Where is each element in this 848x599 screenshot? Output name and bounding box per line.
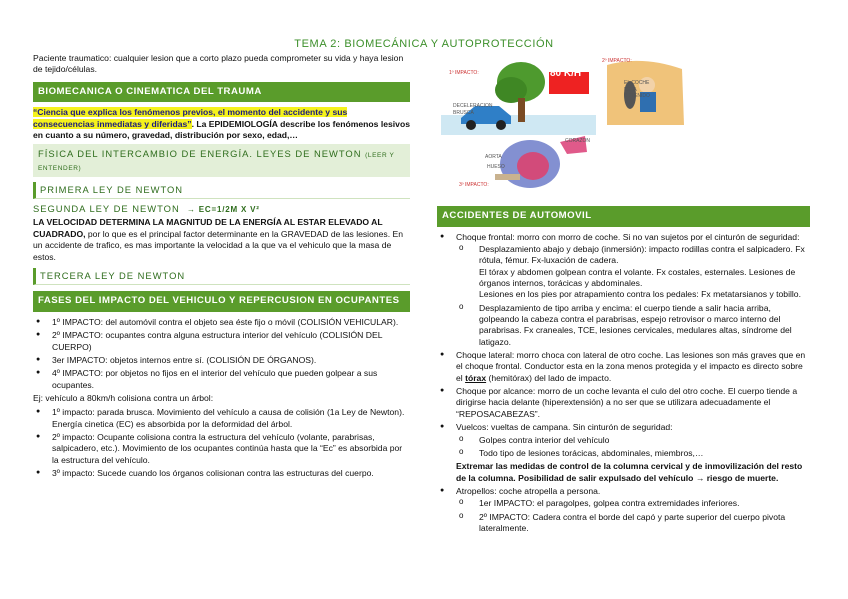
label-hueso: HUESO [487,164,505,170]
vuelcos-extra: Extremar las medidas de control de la columna cervical y de inmovilización del resto de la columna. Posibilidad de salir expulsado del vehículo → riesgo de muerte. [456,461,803,483]
frontal-sublist [437,244,810,348]
impact-illustrations [437,50,837,195]
frontal-sub1b: El tórax y abdomen golpean contra el volante. Fx costales, esternales. Lesiones de órganos internos, torácicas y abdominales. [479,266,796,289]
choque-frontal-text: Choque frontal: morro con morro de coche. Si no van sujetos por el cinturón de seguridad: [456,231,800,242]
list-item-choque-frontal [437,232,810,348]
section-accidentes: ACCIDENTES DE AUTOMOVIL [437,206,810,227]
definition-highlight: “Ciencia que explica los fenómenos previos, el momento del accidente y sus consecuencias inmediatas y diferidas” [33,107,348,129]
label-coche-detenido: EL COCHE ESTA DETENIDO [624,80,650,100]
list-item: ● 4º IMPACTO: por objetos no fijos en el interior del vehículo que pueden golpear a sus ocupantes. [33,368,410,391]
section-tercera-ley: TERCERA LEY DE NEWTON [33,268,410,285]
section-fisica-title: FÍSICA DEL INTERCAMBIO DE ENERGÍA. LEYES DE NEWTON [38,148,362,160]
segunda-ley-heading [33,203,410,216]
sub-item: o 2º IMPACTO: Cadera contra el borde del capó y parte superior del cuerpo pivota lateralmente. [437,512,810,535]
lateral-text-b: (hemitórax) del lado de impacto. [486,372,612,383]
label-impacto3: 3º IMPACTO: [459,182,489,188]
segunda-ley-bold: LA VELOCIDAD DETERMINA LA MAGNITUD DE LA ENERGÍA AL ESTAR ELEVADO AL CUADRADO, [33,217,383,239]
section-primera-ley: PRIMERA LEY DE NEWTON [33,182,410,199]
list-item: ● 2º impacto: Ocupante colisiona contra la estructura del vehículo (volante, parabrisas, salpicadero, etc.). Movimiento de los ocupantes continúa hasta que la “Ec” es absorbida por la estructura del vehículo. [33,432,410,466]
label-impacto1: 1º IMPACTO: [449,70,479,76]
vuelcos-text: Vuelcos: vueltas de campana. Sin cinturón de seguridad: [456,422,673,433]
vuelcos-sublist [437,435,810,460]
list-item-vuelcos [437,422,810,484]
segunda-ley-formula: → EC=1/2M X V² [186,204,260,214]
label-speed: 80 K/H [550,68,582,79]
lateral-torax: tórax [465,372,487,383]
list-item: ● 1º IMPACTO: del automóvil contra el objeto sea éste fijo o móvil (COLISIÓN VEHICULAR). [33,317,410,328]
section-fisica [33,144,410,176]
ejemplo-list [33,407,410,479]
atropellos-text: Atropellos: coche atropella a persona. [456,485,601,496]
label-corazon: CORAZON [565,138,590,144]
right-column [437,200,810,536]
label-aorta: AORTA [485,154,502,160]
list-item: ● 2º IMPACTO: ocupantes contra alguna estructura interior del vehículo (COLISIÓN DEL CUERPO) [33,330,410,353]
section-fisica-note: (LEER Y ENTENDER) [38,152,395,172]
segunda-ley-title: SEGUNDA LEY DE NEWTON [33,202,180,214]
left-column [33,53,410,481]
page-title: TEMA 2: BIOMECÁNICA Y AUTOPROTECCIÓN [294,38,554,50]
list-item: ● 1º impacto: parada brusca. Movimiento del vehículo a causa de colisión (1a Ley de Newton). Energía cinetica (EC) es absorbida por la deformidad del árbol. [33,407,410,430]
biomecanica-text [33,107,410,141]
ejemplo-intro: Ej: vehículo a 80km/h colisiona contra un árbol: [33,392,214,403]
segunda-ley-text [33,217,410,262]
atropellos-sublist [437,498,810,534]
list-item-choque-lateral [437,350,810,384]
sub-item: o Golpes contra interior del vehículo [437,435,810,446]
accidentes-list [437,232,810,535]
list-item: ● 3er IMPACTO: objetos internos entre sí. (COLISIÓN DE ÓRGANOS). [33,355,410,366]
frontal-sub1c: Lesiones en los pies por atrapamiento contra los pedales: Fx metatarsianos y tobillo. [479,289,801,300]
sub-item: o 1er IMPACTO: el paragolpes, golpea contra extremidades inferiores. [437,498,810,509]
list-item-alcance: ● Choque por alcance: morro de un coche levanta el culo del otro coche. El cuerpo tiende a dirigirse hacia delante (hiperextensión) a no ser que se utilizara adecuadamente el “REPOSACABEZAS”. [437,386,810,420]
label-impacto2: 2º IMPACTO: [602,58,632,64]
section-biomecanica: BIOMECANICA O CINEMATICA DEL TRAUMA [33,82,410,103]
segunda-ley-rest: por lo que es el principal factor determinante en la GRAVEDAD de las lesiones. En un accidente de trafico, es mas importante la velocidad a la que va el vehiculo que la masa de estos. [33,228,404,262]
list-item-atropellos [437,486,810,534]
sub-item: o Desplazamiento de tipo arriba y encima: el cuerpo tiende a salir hacia arriba, golpeando la cabeza contra el parabrisas, espejo retrovisor o marco interno del parabrisas. Fx craneales, TCE, lesiones cervicales, medulares altas, síndrome del latigazo. [437,303,810,348]
fases-list [33,317,410,391]
lateral-text-a: Choque lateral: morro choca con lateral de otro coche. Las lesiones son más graves que en el choque frontal. Conductor esta en la zona menos protegida y el impacto es directo sobre el [456,350,806,383]
list-item: ● 3º impacto: Sucede cuando los órganos colisionan contra las estructuras del cuerpo. [33,468,410,479]
sub-item [437,244,810,301]
intro-text: Paciente traumatico: cualquier lesion que a corto plazo pueda comprometer su vida y haya lesion de tejido/células. [33,53,404,75]
frontal-sub1: Desplazamiento abajo y debajo (inmersión): impacto rodillas contra el salpicadero. Fx rótula, fémur. Fx-luxación de cadera. [479,244,805,266]
label-deceleracion: DECELERACION BRUSCA [453,103,493,116]
epidemiologia-text: . La EPIDEMIOLOGÍA describe los fenómenos lesivos en cuanto a su número, gravedad, distribución por sexo, edad,… [33,118,410,141]
section-fases: FASES DEL IMPACTO DEL VEHICULO Y REPERCUSION EN OCUPANTES [33,291,410,312]
sub-item: o Todo tipo de lesiones torácicas, abdominales, miembros,… [437,448,810,459]
